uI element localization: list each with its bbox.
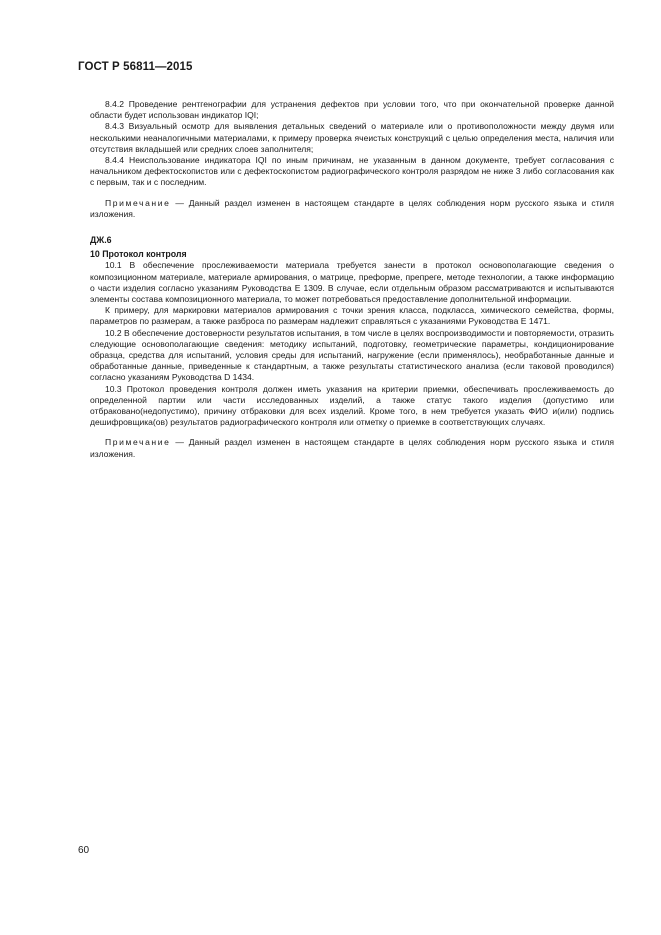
section-title: 10 Протокол контроля <box>90 249 187 260</box>
paragraph-10-3: 10.3 Протокол проведения контроля должен иметь указания на критерии приемки, обеспечивать прослеживаемость до определенной партии или части исследованных изделий, а также статус такого изделия (допустимо или отбраковано(недопустимо), причину отбраковки для всех изделий. Кроме того, в нем требуется указать ФИО и(или) подпись дешифровщика(ов) результатов радиографического контроля или отметку о приемке в соответствующих случаях. <box>90 383 614 428</box>
note-2 <box>90 437 614 459</box>
paragraph-8-4-2: 8.4.2 Проведение рентгенографии для устранения дефектов при условии того, что при окончательной проверке данной области будет использован индикатор IQI; <box>90 99 614 121</box>
section-code: ДЖ.6 <box>90 235 112 246</box>
paragraph-8-4-3: 8.4.3 Визуальный осмотр для выявления детальных сведений о материале или о противоположности между двумя или несколькими неаналогичными материалами, к примеру проверка ячеистых конструкций с целью определения места, наличия или отсутствия вкладышей или средних слоев заполнителя; <box>90 121 614 154</box>
paragraph-8-4-4: 8.4.4 Неиспользование индикатора IQI по иным причинам, не указанным в данном документе, требует согласования с начальником дефектоскопистов или с дефектоскопистом радиографического контроля разрядом не ниже 3 либо согласования как с первым, так и с последним. <box>90 155 614 188</box>
document-title: ГОСТ Р 56811—2015 <box>78 61 193 73</box>
note-1 <box>90 198 614 220</box>
page-number: 60 <box>78 845 90 856</box>
paragraph-10-1-example: К примеру, для маркировки материалов армирования с точки зрения класса, подкласса, химического семейства, формы, параметров по размерам, а также разброса по размерам надлежит справляться с указаниями Руководства E 1471. <box>90 305 614 327</box>
note-2-text: — Данный раздел изменен в настоящем стандарте в целях соблюдения норм русского языка и стиля изложения. <box>90 437 614 459</box>
note-1-label: Примечание <box>105 197 171 208</box>
document-header <box>78 61 193 73</box>
paragraph-10-1: 10.1 В обеспечение прослеживаемости материала требуется занести в протокол основополагающие сведения о композиционном материале, материале армирования, о матрице, преформе, препреге, методе технологии, а также информацию о части изделия согласно указаниям Руководства E 1309. В случае, если отдельным образом рассматриваются и испытываются элементы состава композиционного материала, то может потребоваться предоставление дополнительной информации. <box>90 260 614 305</box>
note-2-label: Примечание <box>105 437 171 448</box>
note-1-text: — Данный раздел изменен в настоящем стандарте в целях соблюдения норм русского языка и стиля изложения. <box>90 197 614 219</box>
paragraph-10-2: 10.2 В обеспечение достоверности результатов испытания, в том числе в целях воспроизводимости и повторяемости, отразить следующие основополагающие сведения: методику испытаний, подготовку, геометрические параметры, кондиционирование образца, средства для испытаний, условия среды для испытаний, нагружение (если применялось), необработанные данные и обработанные данные, приведенные к стандартным, а также результаты статистического анализа (если таковой проводился) согласно указаниям Руководства D 1434. <box>90 327 614 383</box>
document-body <box>90 99 614 460</box>
